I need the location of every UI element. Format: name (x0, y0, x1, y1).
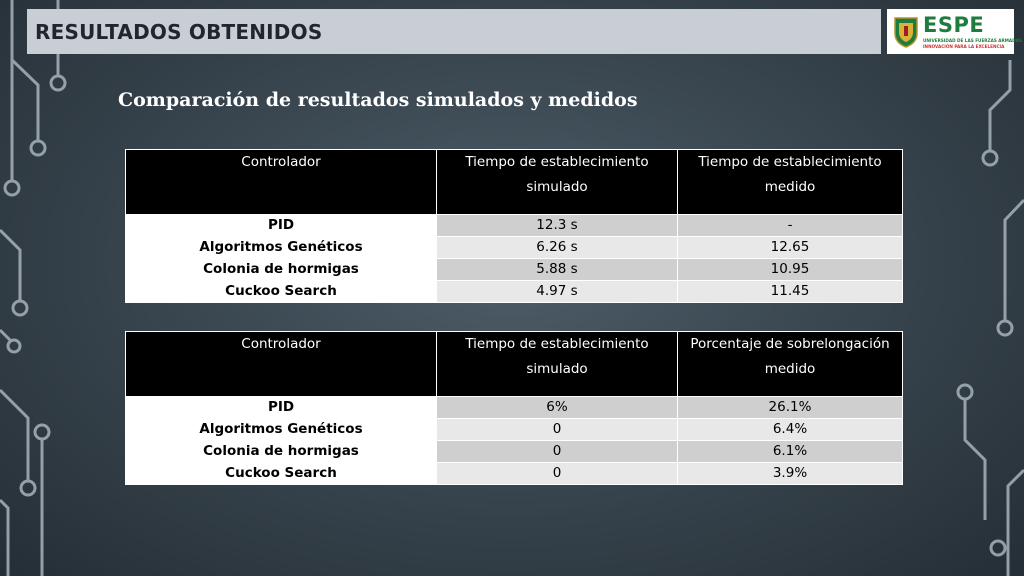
controller-name: Algoritmos Genéticos (126, 419, 437, 441)
page-title: RESULTADOS OBTENIDOS (35, 19, 323, 44)
measured-overshoot: 6.1% (678, 441, 903, 463)
controller-name: Colonia de hormigas (126, 259, 437, 281)
simulated-time: 5.88 s (437, 259, 678, 281)
header-controller: Controlador (126, 150, 437, 215)
table-row (126, 259, 903, 281)
simulated-value: 0 (437, 463, 678, 485)
simulated-time: 4.97 s (437, 281, 678, 303)
controller-name: Colonia de hormigas (126, 441, 437, 463)
simulated-value: 0 (437, 419, 678, 441)
header-simulated-time: Tiempo de establecimiento simulado (437, 150, 678, 215)
header-measured-time: Tiempo de establecimiento medido (678, 150, 903, 215)
simulated-value: 6% (437, 397, 678, 419)
controller-name: PID (126, 397, 437, 419)
table-row (126, 441, 903, 463)
controller-name: Algoritmos Genéticos (126, 237, 437, 259)
measured-time: - (678, 215, 903, 237)
simulated-value: 0 (437, 441, 678, 463)
header-bar (27, 9, 881, 54)
controller-name: Cuckoo Search (126, 463, 437, 485)
controller-name: Cuckoo Search (126, 281, 437, 303)
slide-subtitle: Comparación de resultados simulados y medidos (118, 89, 638, 111)
header-simulated-time: Tiempo de establecimiento simulado (437, 332, 678, 397)
table-row (126, 237, 903, 259)
overshoot-table (125, 331, 903, 485)
measured-overshoot: 26.1% (678, 397, 903, 419)
logo-tagline-motto: INNOVACIÓN PARA LA EXCELENCIA (923, 44, 1005, 49)
table-row (126, 419, 903, 441)
logo-wordmark: ESPE (923, 13, 985, 37)
table-header-row (126, 332, 903, 397)
table-header-row (126, 150, 903, 215)
measured-time: 12.65 (678, 237, 903, 259)
measured-time: 11.45 (678, 281, 903, 303)
header-controller: Controlador (126, 332, 437, 397)
measured-overshoot: 3.9% (678, 463, 903, 485)
espe-logo (887, 9, 1022, 54)
table-row (126, 397, 903, 419)
table-row (126, 463, 903, 485)
settling-time-table (125, 149, 903, 303)
simulated-time: 6.26 s (437, 237, 678, 259)
logo-tagline-university: UNIVERSIDAD DE LAS FUERZAS ARMADAS (923, 38, 1022, 43)
controller-name: PID (126, 215, 437, 237)
crest-icon (893, 15, 919, 48)
measured-overshoot: 6.4% (678, 419, 903, 441)
table-row (126, 215, 903, 237)
measured-time: 10.95 (678, 259, 903, 281)
simulated-time: 12.3 s (437, 215, 678, 237)
header-measured-overshoot: Porcentaje de sobrelongación medido (678, 332, 903, 397)
table-row (126, 281, 903, 303)
